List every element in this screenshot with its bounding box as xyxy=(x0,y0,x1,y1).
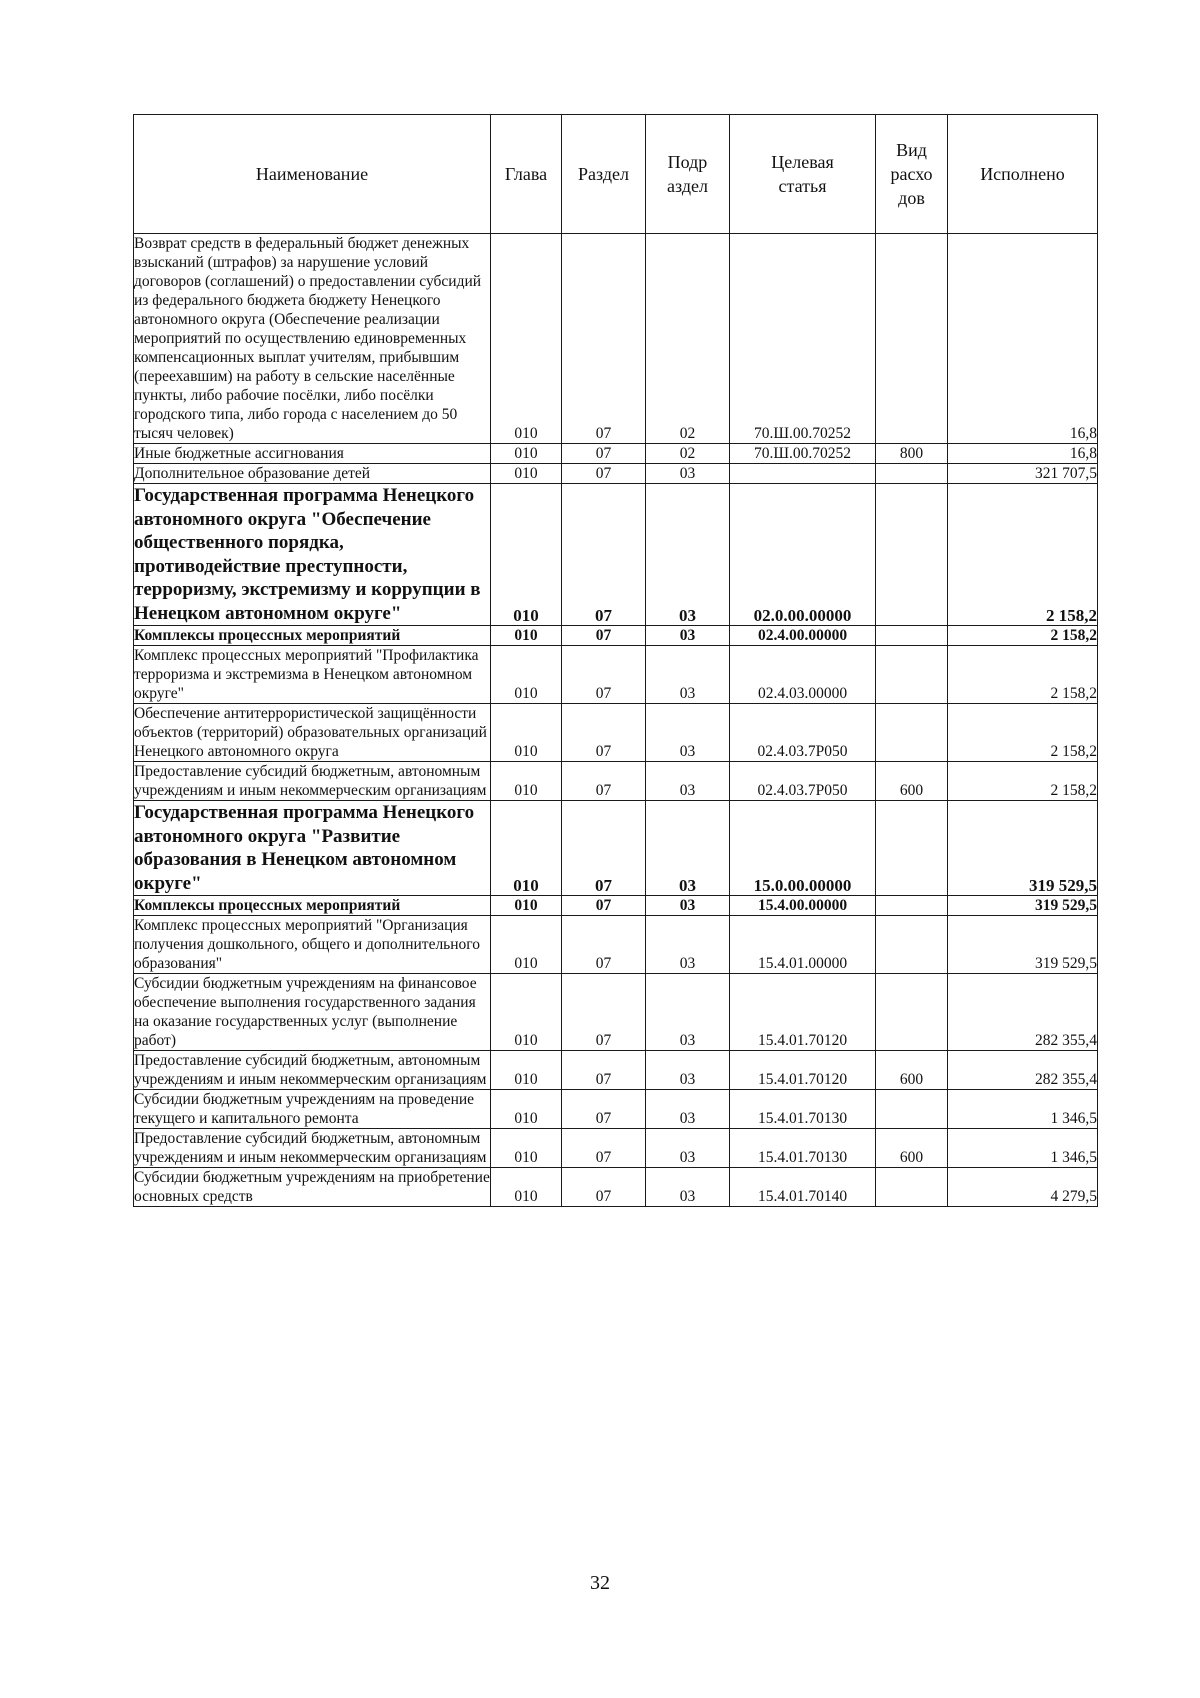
cell-expense-type xyxy=(876,1168,948,1207)
cell-expense-type xyxy=(876,801,948,896)
cell-target: 15.0.00.00000 xyxy=(730,801,876,896)
cell-section: 07 xyxy=(562,974,646,1051)
cell-executed: 2 158,2 xyxy=(948,704,1098,762)
cell-name: Возврат средств в федеральный бюджет денежных взысканий (штрафов) за нарушение условий договоров (соглашений) о предоставлении субсидий из федерального бюджета бюджету Ненецкого автономного округа (Обеспечение реализации мероприятий по осуществлению единовременных компенсационных выплат учителям, прибывшим (переехавшим) на работу в сельские населённые пункты, либо рабочие посёлки, либо посёлки городского типа, либо города с населением до 50 тысяч человек) xyxy=(134,234,491,444)
header-executed: Исполнено xyxy=(948,115,1098,234)
cell-name: Государственная программа Ненецкого автономного округа "Обеспечение общественного порядка, противодействие преступности, терроризму, экстремизму и коррупции в Ненецком автономном округе" xyxy=(134,484,491,626)
cell-section: 07 xyxy=(562,234,646,444)
cell-name: Иные бюджетные ассигнования xyxy=(134,444,491,464)
cell-target xyxy=(730,464,876,484)
cell-target: 02.0.00.00000 xyxy=(730,484,876,626)
header-subsection: Подр аздел xyxy=(646,115,730,234)
table-body xyxy=(134,234,1098,1207)
cell-name: Субсидии бюджетным учреждениям на приобретение основных средств xyxy=(134,1169,490,1205)
cell-chapter: 010 xyxy=(491,801,562,896)
cell-subsection: 03 xyxy=(646,484,730,626)
header-chapter: Глава xyxy=(491,115,562,234)
header-expense-type: Вид расхо дов xyxy=(876,115,948,234)
cell-section: 07 xyxy=(562,1168,646,1207)
cell-name: Обеспечение антитеррористической защищённости объектов (территорий) образовательных организаций Ненецкого автономного округа xyxy=(134,704,491,762)
cell-expense-type: 600 xyxy=(876,1129,948,1168)
cell-chapter: 010 xyxy=(491,1129,562,1168)
cell-name: Предоставление субсидий бюджетным, автономным учреждениям и иным некоммерческим организациям xyxy=(134,762,491,801)
cell-chapter: 010 xyxy=(491,762,562,801)
header-name: Наименование xyxy=(134,115,491,234)
cell-section: 07 xyxy=(562,801,646,896)
cell-expense-type xyxy=(876,484,948,626)
cell-expense-type: 600 xyxy=(876,762,948,801)
cell-chapter: 010 xyxy=(491,704,562,762)
cell-subsection: 03 xyxy=(646,1168,730,1207)
cell-section: 07 xyxy=(562,444,646,464)
cell-executed: 2 158,2 xyxy=(948,626,1098,646)
table-row xyxy=(134,1168,1098,1207)
cell-executed: 2 158,2 xyxy=(948,762,1098,801)
cell-subsection: 03 xyxy=(646,896,730,916)
cell-executed: 319 529,5 xyxy=(948,801,1098,896)
cell-executed: 16,8 xyxy=(948,444,1098,464)
cell-name: Субсидии бюджетным учреждениям на проведение текущего и капитального ремонта xyxy=(134,1090,491,1129)
cell-section: 07 xyxy=(562,704,646,762)
cell-section: 07 xyxy=(562,646,646,704)
cell-subsection: 03 xyxy=(646,704,730,762)
cell-target: 15.4.00.00000 xyxy=(730,896,876,916)
cell-subsection: 03 xyxy=(646,762,730,801)
cell-name: Дополнительное образование детей xyxy=(134,464,491,484)
cell-subsection: 02 xyxy=(646,444,730,464)
cell-chapter: 010 xyxy=(491,1051,562,1090)
cell-target: 15.4.01.00000 xyxy=(730,916,876,974)
cell-expense-type xyxy=(876,234,948,444)
cell-subsection: 03 xyxy=(646,626,730,646)
cell-executed: 1 346,5 xyxy=(948,1129,1098,1168)
cell-section: 07 xyxy=(562,464,646,484)
table-row xyxy=(134,444,1098,464)
cell-name: Комплексы процессных мероприятий xyxy=(134,626,491,646)
cell-chapter: 010 xyxy=(491,1168,562,1207)
table-header-row xyxy=(134,115,1098,234)
budget-table xyxy=(133,114,1098,1207)
cell-chapter: 010 xyxy=(491,234,562,444)
table-row xyxy=(134,646,1098,704)
cell-executed: 4 279,5 xyxy=(948,1168,1098,1207)
cell-subsection: 03 xyxy=(646,646,730,704)
cell-name: Субсидии бюджетным учреждениям на финансовое обеспечение выполнения государственного задания на оказание государственных услуг (выполнение работ) xyxy=(134,974,491,1051)
table-row xyxy=(134,801,1098,896)
cell-expense-type xyxy=(876,464,948,484)
cell-chapter: 010 xyxy=(491,896,562,916)
cell-chapter: 010 xyxy=(491,444,562,464)
cell-target: 70.Ш.00.70252 xyxy=(730,444,876,464)
cell-executed: 16,8 xyxy=(948,234,1098,444)
cell-target: 15.4.01.70130 xyxy=(730,1129,876,1168)
cell-subsection: 03 xyxy=(646,464,730,484)
cell-expense-type xyxy=(876,646,948,704)
cell-subsection: 02 xyxy=(646,234,730,444)
cell-expense-type xyxy=(876,626,948,646)
cell-target: 02.4.03.7Р050 xyxy=(730,704,876,762)
cell-chapter: 010 xyxy=(491,484,562,626)
cell-executed: 1 346,5 xyxy=(948,1090,1098,1129)
cell-executed: 319 529,5 xyxy=(948,916,1098,974)
cell-target: 15.4.01.70120 xyxy=(730,974,876,1051)
cell-subsection: 03 xyxy=(646,1129,730,1168)
table-row xyxy=(134,1090,1098,1129)
table-row xyxy=(134,464,1098,484)
cell-section: 07 xyxy=(562,762,646,801)
cell-subsection: 03 xyxy=(646,1090,730,1129)
table-row xyxy=(134,1129,1098,1168)
cell-section: 07 xyxy=(562,1051,646,1090)
cell-name: Государственная программа Ненецкого автономного округа "Развитие образования в Ненецком автономном округе" xyxy=(134,801,491,896)
cell-chapter: 010 xyxy=(491,916,562,974)
cell-chapter: 010 xyxy=(491,626,562,646)
cell-name: Комплексы процессных мероприятий xyxy=(134,896,491,916)
table-row xyxy=(134,234,1098,444)
cell-section: 07 xyxy=(562,896,646,916)
cell-expense-type: 600 xyxy=(876,1051,948,1090)
cell-name: Предоставление субсидий бюджетным, автономным учреждениям и иным некоммерческим организациям xyxy=(134,1129,491,1168)
cell-subsection: 03 xyxy=(646,916,730,974)
cell-expense-type xyxy=(876,896,948,916)
cell-executed: 282 355,4 xyxy=(948,974,1098,1051)
cell-executed: 282 355,4 xyxy=(948,1051,1098,1090)
cell-target: 15.4.01.70130 xyxy=(730,1090,876,1129)
cell-executed: 321 707,5 xyxy=(948,464,1098,484)
cell-chapter: 010 xyxy=(491,974,562,1051)
cell-name: Предоставление субсидий бюджетным, автономным учреждениям и иным некоммерческим организациям xyxy=(134,1051,491,1090)
page-number: 32 xyxy=(590,1572,610,1594)
cell-executed: 319 529,5 xyxy=(948,896,1098,916)
cell-chapter: 010 xyxy=(491,1090,562,1129)
cell-expense-type: 800 xyxy=(876,444,948,464)
table-row xyxy=(134,1051,1098,1090)
cell-executed: 2 158,2 xyxy=(948,484,1098,626)
table-row xyxy=(134,704,1098,762)
cell-expense-type xyxy=(876,704,948,762)
header-section: Раздел xyxy=(562,115,646,234)
cell-chapter: 010 xyxy=(491,646,562,704)
cell-target: 02.4.03.7Р050 xyxy=(730,762,876,801)
cell-subsection: 03 xyxy=(646,801,730,896)
table-row xyxy=(134,762,1098,801)
cell-subsection: 03 xyxy=(646,1051,730,1090)
cell-subsection: 03 xyxy=(646,974,730,1051)
table-row xyxy=(134,626,1098,646)
cell-section: 07 xyxy=(562,484,646,626)
cell-section: 07 xyxy=(562,626,646,646)
table-row xyxy=(134,916,1098,974)
table-row xyxy=(134,974,1098,1051)
cell-expense-type xyxy=(876,916,948,974)
cell-target: 15.4.01.70120 xyxy=(730,1051,876,1090)
table-row xyxy=(134,484,1098,626)
cell-target: 70.Ш.00.70252 xyxy=(730,234,876,444)
table-row xyxy=(134,896,1098,916)
cell-section: 07 xyxy=(562,916,646,974)
cell-target: 15.4.01.70140 xyxy=(730,1168,876,1207)
header-target: Целевая статья xyxy=(730,115,876,234)
cell-expense-type xyxy=(876,1090,948,1129)
cell-target: 02.4.00.00000 xyxy=(730,626,876,646)
cell-name: Комплекс процессных мероприятий "Профилактика терроризма и экстремизма в Ненецком автономном округе" xyxy=(134,646,491,704)
cell-name: Комплекс процессных мероприятий "Организация получения дошкольного, общего и дополнительного образования" xyxy=(134,916,491,974)
cell-executed: 2 158,2 xyxy=(948,646,1098,704)
cell-section: 07 xyxy=(562,1129,646,1168)
cell-target: 02.4.03.00000 xyxy=(730,646,876,704)
cell-section: 07 xyxy=(562,1090,646,1129)
cell-chapter: 010 xyxy=(491,464,562,484)
cell-expense-type xyxy=(876,974,948,1051)
